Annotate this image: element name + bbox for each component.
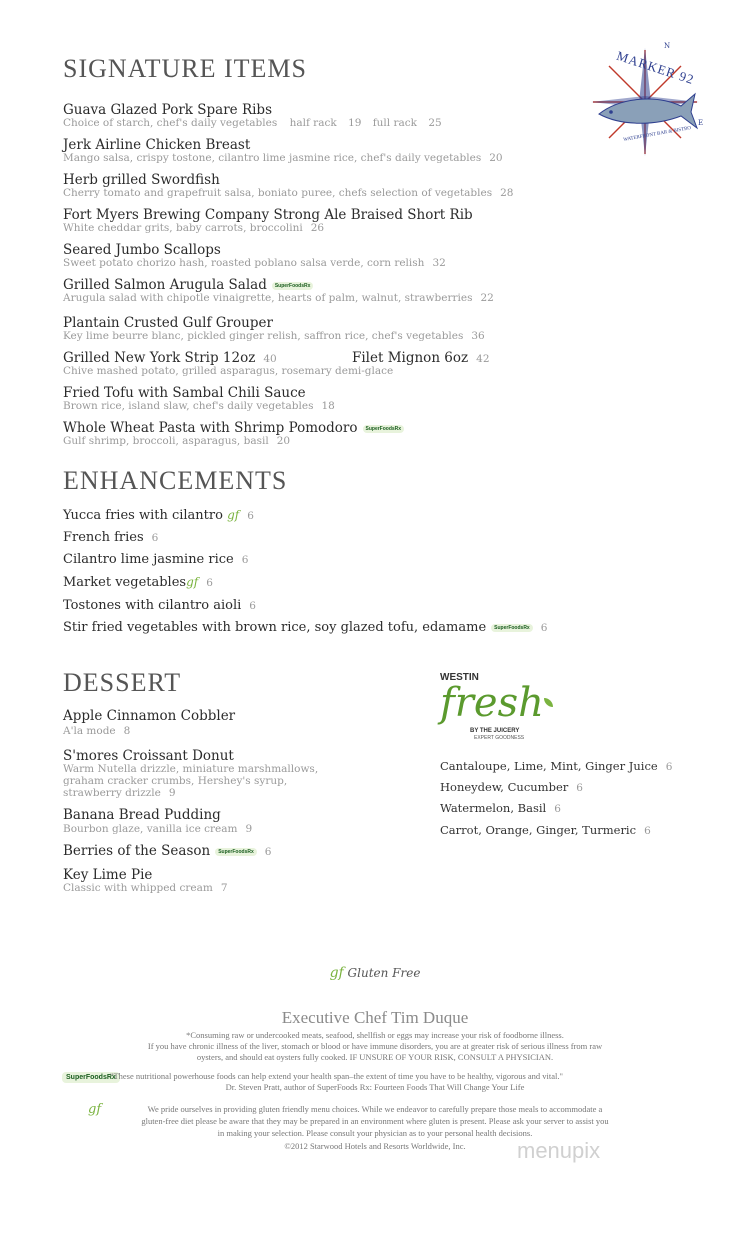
sig-item-desc: Arugula salad with chipotle vinaigrette, hearts of palm, walnut, strawberries 22 — [63, 292, 494, 304]
gluten-free-mark: gf — [227, 508, 240, 522]
sig-item-desc: Key lime beurre blanc, pickled ginger relish, saffron rice, chef's vegetables 36 — [63, 330, 485, 342]
sig-item-name: Plantain Crusted Gulf Grouper — [63, 315, 273, 331]
sig-item-desc: Sweet potato chorizo hash, roasted poblano salsa verde, corn relish 32 — [63, 257, 446, 269]
sig-item-name-2: Filet Mignon 6oz 42 — [352, 350, 490, 366]
disclaimer-line: *Consuming raw or undercooked meats, seafood, shellfish or eggs may increase your risk of foodborne illness. — [186, 1030, 564, 1040]
sig-item-name: Herb grilled Swordfish — [63, 172, 220, 188]
sig-item-name: Fort Myers Brewing Company Strong Ale Braised Short Rib — [63, 207, 473, 223]
gluten-free-mark: gf — [329, 965, 344, 981]
sig-item-desc: Choice of starch, chef's daily vegetables half rack 19 full rack 25 — [63, 117, 442, 129]
full-rack-price: 25 — [428, 117, 442, 129]
half-rack-price: 19 — [348, 117, 362, 129]
gluten-note-line: in making your selection. Please consult your physician as to your personal health decisions. — [217, 1128, 533, 1138]
fresh-tagline-1: BY THE JUICERY — [470, 728, 520, 734]
sig-item-name: Fried Tofu with Sambal Chili Sauce — [63, 385, 306, 401]
signature-heading: SIGNATURE ITEMS — [63, 54, 307, 83]
disclaimer-line: oysters, and should eat oysters fully cooked. IF UNSURE OF YOUR RISK, CONSULT A PHYSICIAN. — [196, 1052, 554, 1062]
gluten-note-line: gluten-free diet please be aware that they may be prepared in an environment where gluten is present. Please ask your server to assist you — [141, 1116, 609, 1126]
sig-item-price: 18 — [321, 400, 335, 412]
dessert-item-desc: graham cracker crumbs, Hershey's syrup, — [63, 775, 288, 787]
fresh-tagline-2: EXPERT GOODNESS — [474, 735, 525, 741]
sig-item-name: Grilled Salmon Arugula Salad SuperFoodsRx — [63, 277, 313, 293]
enhancement-item: Yucca fries with cilantro gf 6 — [63, 508, 254, 523]
logo-compass-n: N — [664, 42, 671, 50]
enhancement-item: Market vegetablesgf 6 — [63, 575, 213, 590]
executive-chef: Executive Chef Tim Duque — [281, 1008, 469, 1027]
sig-item-name: Whole Wheat Pasta with Shrimp Pomodoro SuperFoodsRx — [63, 420, 404, 436]
sig-item-desc: White cheddar grits, baby carrots, broccolini 26 — [63, 222, 325, 234]
menupix-watermark: menupix — [517, 1138, 601, 1163]
juice-item: Cantaloupe, Lime, Mint, Ginger Juice 6 — [440, 759, 673, 773]
dessert-item-name: Apple Cinnamon Cobbler — [63, 708, 236, 724]
sig-item-price: 20 — [276, 435, 291, 447]
fresh-wordmark: fresh — [440, 680, 544, 726]
juice-item: Honeydew, Cucumber 6 — [440, 780, 583, 794]
dessert-item-name: Key Lime Pie — [63, 867, 153, 883]
sig-item-price: 40 — [263, 353, 277, 365]
enhancements-heading: ENHANCEMENTS — [63, 466, 288, 495]
superfoods-badge-icon: SuperFoodsRx — [215, 848, 257, 856]
sig-item-price: 32 — [432, 257, 446, 269]
enhancement-item: French fries 6 — [63, 530, 159, 545]
sig-item-desc: Brown rice, island slaw, chef's daily vegetables 18 — [63, 400, 335, 412]
gluten-free-legend: gf Gluten Free — [329, 965, 421, 981]
enhancement-item: Stir fried vegetables with brown rice, soy glazed tofu, edamame SuperFoodsRx 6 — [63, 620, 548, 635]
logo-subtext: WATERFRONT BAR & BISTRO — [623, 126, 692, 143]
superfoods-badge-icon: SuperFoodsRx — [272, 282, 314, 290]
sig-item-desc: Chive mashed potato, grilled asparagus, rosemary demi-glace — [63, 365, 394, 377]
sig-item-name: Seared Jumbo Scallops — [63, 242, 221, 258]
sig-item-desc: Cherry tomato and grapefruit salsa, boniato puree, chefs selection of vegetables 28 — [63, 187, 514, 199]
logo-compass-e: E — [698, 119, 704, 127]
superfoods-quote: "These nutritional powerhouse foods can help extend your health span–the extent of time you have to be healthy, vigorous and vital." — [110, 1071, 563, 1081]
juice-item: Carrot, Orange, Ginger, Turmeric 6 — [440, 823, 651, 837]
sig-item-price: 26 — [310, 222, 325, 234]
sig-item-price: 36 — [471, 330, 485, 342]
dessert-heading: DESSERT — [63, 668, 182, 697]
juice-item: Watermelon, Basil 6 — [440, 801, 561, 815]
sig-item-name: Jerk Airline Chicken Breast — [63, 137, 251, 153]
sig-item-price-2: 42 — [476, 353, 490, 365]
logo-text: MARKER 92 — [614, 47, 697, 88]
enhancement-item: Tostones with cilantro aioli 6 — [63, 598, 256, 613]
westin-label: WESTIN — [440, 672, 479, 683]
gluten-free-footer-mark: gf — [88, 1102, 102, 1117]
half-rack-label: half rack — [289, 117, 337, 129]
disclaimer-line: If you have chronic illness of the liver, stomach or blood or have immune disorders, you are at greater risk of serious illness from raw — [147, 1041, 603, 1051]
dessert-item-name: Banana Bread Pudding — [63, 807, 221, 823]
gluten-note-line: We pride ourselves in providing gluten friendly menu choices. While we endeavor to carefully prepare those meals to accommodate a — [147, 1104, 603, 1114]
leaf-icon — [544, 698, 553, 707]
sig-item-desc: Gulf shrimp, broccoli, asparagus, basil 20 — [63, 435, 291, 447]
enhancement-item: Cilantro lime jasmine rice 6 — [63, 552, 249, 567]
sig-item-price: 22 — [480, 292, 494, 304]
sig-item-desc: Mango salsa, crispy tostone, cilantro lime jasmine rice, chef's daily vegetables 20 — [63, 152, 503, 164]
copyright: ©2012 Starwood Hotels and Resorts Worldwide, Inc. — [284, 1141, 466, 1151]
marker92-logo — [585, 42, 705, 162]
dessert-item-desc: Classic with whipped cream 7 — [63, 882, 228, 894]
superfoods-badge-icon: SuperFoodsRx — [491, 624, 533, 632]
full-rack-label: full rack — [372, 117, 418, 129]
dessert-item-desc: Warm Nutella drizzle, miniature marshmallows, — [63, 763, 319, 775]
dessert-item-desc: A'la mode 8 — [63, 725, 131, 737]
gluten-free-mark: gf — [186, 575, 199, 589]
dessert-item-desc: strawberry drizzle 9 — [63, 787, 176, 799]
superfoods-badge-icon: SuperFoodsRx — [363, 425, 405, 433]
superfoods-author: Dr. Steven Pratt, author of SuperFoods Rx: Fourteen Foods That Will Change Your Life — [225, 1082, 525, 1092]
sig-item-name: Grilled New York Strip 12oz 40 — [63, 350, 277, 366]
dessert-item-name: Berries of the Season SuperFoodsRx 6 — [63, 843, 272, 859]
westin-fresh-logo — [440, 672, 590, 752]
superfoods-footer-badge-icon: SuperFoodsRx — [62, 1067, 120, 1086]
sig-item-price: 20 — [489, 152, 503, 164]
sig-item-price: 28 — [500, 187, 514, 199]
sig-item-name: Guava Glazed Pork Spare Ribs — [63, 102, 272, 118]
dessert-item-name: S'mores Croissant Donut — [63, 748, 234, 764]
dessert-item-desc: Bourbon glaze, vanilla ice cream 9 — [63, 823, 253, 835]
